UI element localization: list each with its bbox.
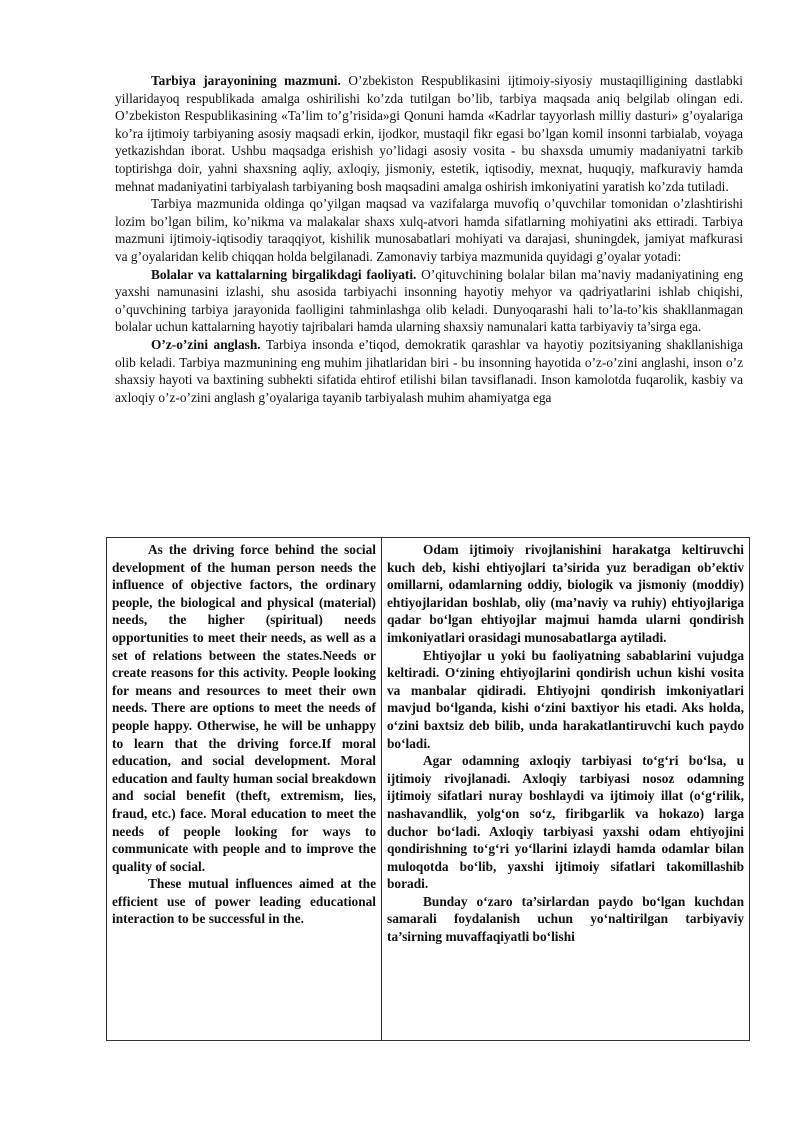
paragraph-text: O’zbekiston Respublikasini ijtimoiy-siyosiy mustaqilligining dastlabki yillaridayoq respublikada amalga oshirilishi ko’zda tutilgan bo’lib, tarbiya maqsada aniq belgilab olingan edi. O’zbekiston Respublikasining «Ta’lim to’g’risida»gi Qonuni hamda «Kadrlar tayyorlash milliy dasturi» g’oyalariga ko’ra ijtimoiy tarbiyaning asosiy maqsadi erkin, ijodkor, mustaqil fikr egasi bo’lgan komil insonni tarbialab, voyaga yetkazishdan iborat. Ushbu maqsadga erishish yo’lidagi asosiy vosita - bu shaxsda umumiy madaniyatni tarkib toptirishga doir, yahni shaxsning aqliy, axloqiy, jismoniy, estetik, iqtisodiy, mexnat, huquqiy, mafkuraviy hamda mehnat madaniyatini tarbiyalash tarbiyaning bosh maqsadini amalga oshirish imkoniyatini yaratish ko’zda tutiladi. [115,73,743,194]
paragraph-text: Tarbiya insonda e’tiqod, demokratik qarashlar va hayotiy pozitsiyaning shakllanishiga olib keladi. Tarbiya mazmunining eng muhim jihatlaridan biri - bu insonning hayotida o’z-o’zini anglashi, inson o’z shaxsiy hayoti va baxtining subhekti sifatida ehtirof etilishi bilan tavsiflanadi. Inson kamolotda fuqarolik, kasbiy va axloqiy o’z-o’zini anglash g’oyalariga tayanib tarbiyalash muhim ahamiyatga ega [115,336,743,405]
uzbek-paragraph: Agar odamning axloqiy tarbiyasi to‘g‘ri bo‘lsa, u ijtimoiy rivojlanadi. Axloqiy tarbiyasi nosoz odamning ijtimoiy sifatlari nuray boshlaydi va ijtimoiy illat (o‘g‘rilik, nashavandlik, yolg‘on so‘z, firibgarlik va hokazo) larga duchor bo‘ladi. Axloqiy tarbiyasi yaxshi odam ehtiyojini qondirishning to‘g‘ri yo‘llarini izlaydi hamda odamlar bilan muloqotda bo‘lib, yaxshi ijtimoiy sifatlari takomillashib boradi. [387,753,744,892]
english-paragraph: As the driving force behind the social development of the human person needs the influence of objective factors, the ordinary people, the biological and physical (material) needs, the higher (spiritual) needs opportunities to meet their needs, as well as a set of relations between the states.Needs or create reasons for this activity. People looking for means and resources to meet their own needs. There are options to meet the needs of people happy. Otherwise, he will be unhappy to learn that the driving force.If moral education, and social development. Moral education and faulty human social breakdown and social benefit (theft, extremism, lies, fraud, etc.) face. Moral education to meet the needs of people looking for ways to communicate with people and to improve the quality of social. [112,542,376,874]
uzbek-paragraph: Bunday o‘zaro ta’sirlardan paydo bo‘lgan kuchdan samarali foydalanish uchun yo‘naltirilgan tarbiyaviy ta’sirning muvaffaqiyatli bo‘lishi [387,893,744,945]
heading-joint-activity: Bolalar va kattalarning birgalikdagi faoliyati. [151,266,417,282]
paragraph-self-awareness [115,336,743,406]
intro-text [115,72,743,406]
uzbek-column [382,538,749,1040]
paragraph-joint-activity [115,266,743,336]
document-page [115,72,743,406]
english-paragraph: These mutual influences aimed at the efficient use of power leading educational interaction to be successful in the. [112,876,376,927]
paragraph-content-of-education [115,72,743,195]
paragraph-text: O’qituvchining bolalar bilan ma’naviy madaniyatining eng yaxshi namunasini izlashi, shu asosida tarbiyachi insonning hayotiy mehyor va qadriyatlarini ishlab chiqishi, o’quvchining tarbiya jarayonida faolligini tahminlashga olib keladi. Dunyoqarashi hali to’la-to’kis shakllanmagan bolalar uchun kattalarning hayotiy tajribalari hamda ularning shaxsiy namunalari katta tarbiyaviy ta’sirga ega. [115,266,743,335]
heading-content-of-education: Tarbiya jarayonining mazmuni. [151,73,341,88]
uzbek-paragraph: Ehtiyojlar u yoki bu faoliyatning sabablarini vujudga keltiradi. O‘zining ehtiyojlarini qondirish uchun kishi vosita va manbalar qidiradi. Ehtiyojni qondirish imkoniyatlari mavjud bo‘lganda, kishi o‘zini baxtiyor his etadi. Aks holda, o‘zini baxtsiz deb bilib, unda harakatlantiruvchi kuch paydo bo‘ladi. [387,647,744,751]
paragraph-text: Tarbiya mazmunida oldinga qo’yilgan maqsad va vazifalarga muvofiq o’quvchilar tomonidan o’zlashtirishi lozim bo’lgan bilim, ko’nikma va malakalar shaxs xulq-atvori hamda sifatlarning mohiyatini aks ettiradi. Tarbiya mazmuni ijtimoiy-iqtisodiy taraqqiyot, kishilik munosabatlari mohiyati va darajasi, shuningdek, jamiyat mafkurasi va g’oyalaridan kelib chiqqan holda belgilanadi. Zamonaviy tarbiya mazmunida quyidagi g’oyalar yotadi: [115,196,743,264]
uzbek-paragraph: Odam ijtimoiy rivojlanishini harakatga keltiruvchi kuch deb, kishi ehtiyojlari ta’sirida yuz beradigan ob’ektiv omillarni, odamlarning oddiy, biologik va jismoniy (moddiy) ehtiyojlaridan boshlab, oliy (ma’naviy va ruhiy) ehtiyojlariga qadar bo‘lgan ehtiyojlar majmui hamda ularni qondirish imkoniyatlari orasidagi munosabatlarga aytiladi. [387,542,744,645]
paragraph-goals [115,195,743,265]
heading-self-awareness: O’z-o’zini anglash. [151,336,261,352]
english-column [107,538,382,1040]
bilingual-table [106,537,750,1041]
